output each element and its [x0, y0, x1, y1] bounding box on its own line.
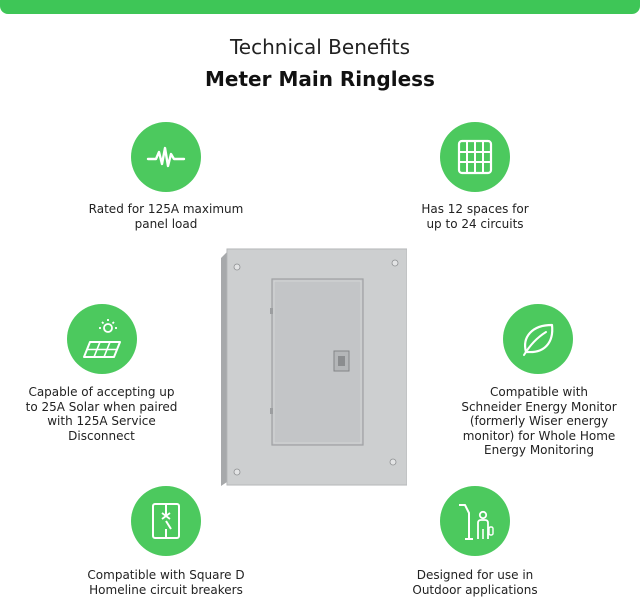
leaf-icon	[503, 304, 573, 374]
waveform-icon	[131, 122, 201, 192]
page-subtitle: Meter Main Ringless	[205, 67, 435, 91]
grid-icon	[440, 122, 510, 192]
feature-caption-outdoor: Designed for use in Outdoor applications	[412, 568, 538, 597]
load-center-panel-image	[221, 248, 407, 486]
feature-caption-energy-monitor: Compatible with Schneider Energy Monitor (formerly Wiser energy monitor) for Whole Home Energy Monitoring	[461, 385, 617, 457]
outdoor-charger-icon	[440, 486, 510, 556]
page-title: Technical Benefits	[229, 35, 411, 59]
top-accent-bar	[0, 0, 640, 14]
feature-caption-spaces: Has 12 spaces for up to 24 circuits	[421, 202, 529, 231]
feature-caption-rating: Rated for 125A maximum panel load	[88, 202, 244, 231]
solar-panel-icon	[67, 304, 137, 374]
feature-caption-breakers: Compatible with Square D Homeline circuit breakers	[87, 568, 245, 597]
feature-caption-solar: Capable of accepting up to 25A Solar when paired with 125A Service Disconnect	[25, 385, 178, 443]
circuit-breaker-icon	[131, 486, 201, 556]
